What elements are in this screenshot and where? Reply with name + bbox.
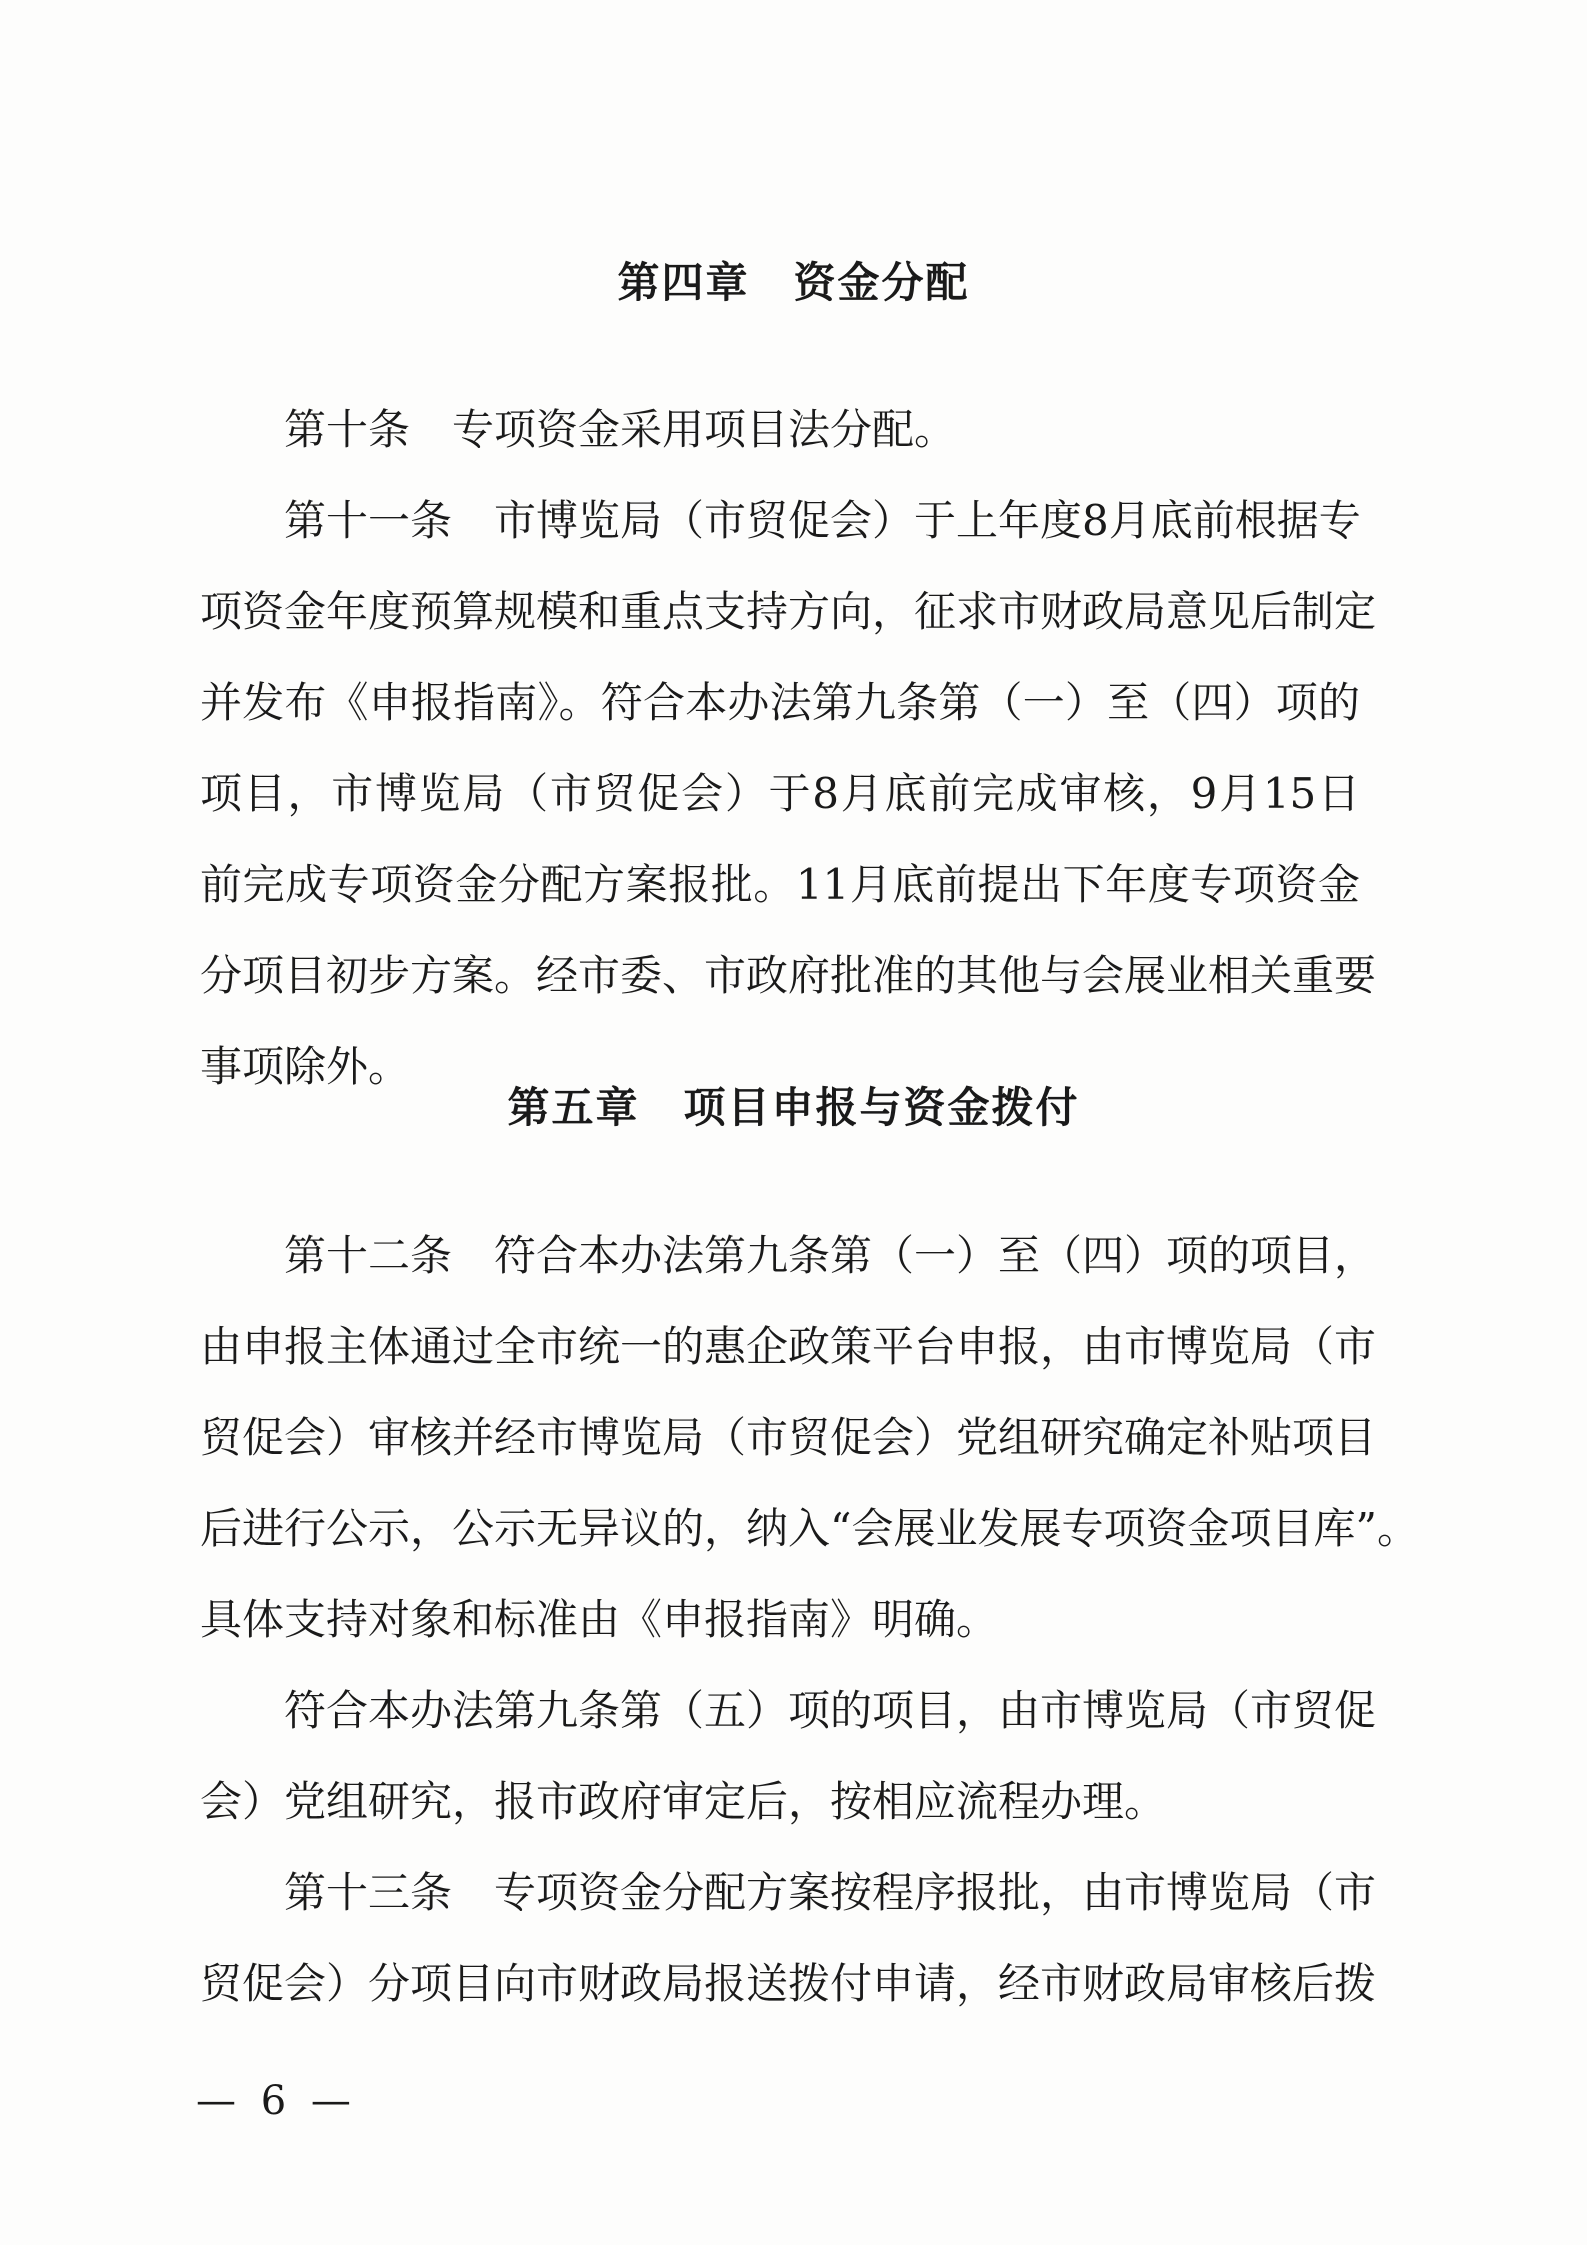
- article-11-line: 项目，市博览局（市贸促会）于8月底前完成审核，9月15日: [200, 769, 1360, 818]
- article-12: [200, 1210, 1419, 1665]
- article-13-line: 贸促会）分项目向市财政局报送拨付申请，经市财政局审核后拨: [200, 1959, 1377, 2008]
- article-11-line: 前完成专项资金分配方案报批。11月底前提出下年度专项资金: [200, 860, 1360, 909]
- article-12-paragraph-2: [200, 1665, 1377, 1847]
- article-10: [200, 384, 1360, 475]
- article-12-para2-line: 符合本办法第九条第（五）项的项目，由市博览局（市贸促: [284, 1686, 1377, 1735]
- chapter-5-heading: 第五章 项目申报与资金拨付: [507, 1083, 1080, 1132]
- article-12-line: 贸促会）审核并经市博览局（市贸促会）党组研究确定补贴项目: [200, 1413, 1377, 1462]
- article-12-line: 后进行公示，公示无异议的，纳入“会展业发展专项资金项目库”。: [200, 1504, 1419, 1553]
- chapter-4-heading: 第四章 资金分配: [617, 258, 970, 307]
- article-11-line: 事项除外。: [200, 1042, 411, 1091]
- article-11-line: 项资金年度预算规模和重点支持方向，征求市财政局意见后制定: [200, 587, 1377, 636]
- article-11-line: 分项目初步方案。经市委、市政府批准的其他与会展业相关重要: [200, 951, 1377, 1000]
- article-13: [200, 1847, 1377, 2029]
- article-13-line: 第十三条 专项资金分配方案按程序报批，由市博览局（市: [284, 1868, 1377, 1917]
- article-11-line: 第十一条 市博览局（市贸促会）于上年度8月底前根据专: [284, 496, 1361, 545]
- article-12-line: 由申报主体通过全市统一的惠企政策平台申报，由市博览局（市: [200, 1322, 1377, 1371]
- article-12-para2-line: 会）党组研究，报市政府审定后，按相应流程办理。: [200, 1777, 1167, 1826]
- article-12-line: 具体支持对象和标准由《申报指南》明确。: [200, 1595, 999, 1644]
- article-11-line: 并发布《申报指南》。符合本办法第九条第（一）至（四）项的: [200, 678, 1360, 727]
- page-number: — 6 —: [196, 2078, 357, 2124]
- article-12-line: 第十二条 符合本办法第九条第（一）至（四）项的项目，: [284, 1231, 1377, 1280]
- article-11: [200, 475, 1377, 1112]
- article-10-line: 第十条 专项资金采用项目法分配。: [284, 405, 957, 454]
